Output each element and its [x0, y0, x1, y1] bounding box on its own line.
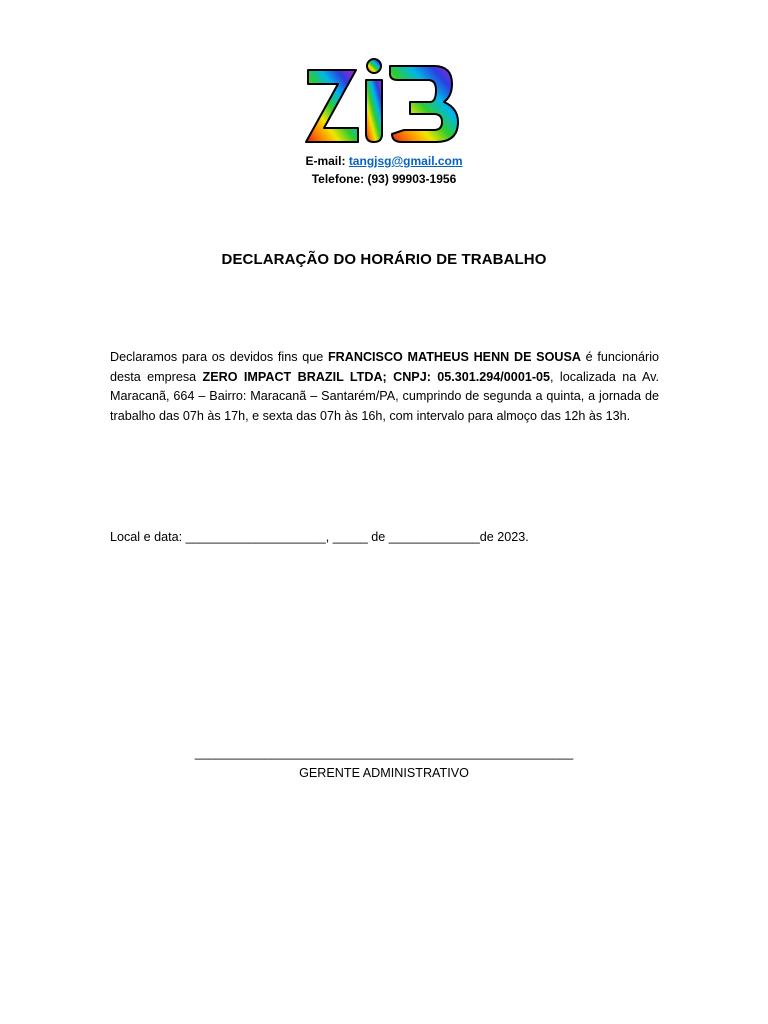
signature-title: GERENTE ADMINISTRATIVO [299, 766, 469, 780]
company-info: ZERO IMPACT BRAZIL LTDA; CNPJ: 05.301.294/0001-05 [202, 369, 551, 384]
contact-phone-line: Telefone: (93) 99903-1956 [311, 172, 457, 186]
body-text-3: , localizada na Av. Maracanã, 664 – Bairro: Maracanã – Santarém/PA, cumprindo de segunda a quinta, a jornada de trabalho das 07h às 17h, e sexta das 07h às 16h, com intervalo para almoço das 12h às 13h. [110, 369, 659, 423]
logo-letter-i-dot [367, 59, 381, 73]
email-label: E-mail: [305, 154, 346, 168]
body-text-1: Declaramos para os devidos fins que [110, 350, 328, 364]
employee-name: FRANCISCO MATHEUS HENN DE SOUSA [327, 350, 581, 364]
body-text-2: é funcionário desta empresa [110, 350, 659, 384]
zib-logo-graphic [302, 56, 462, 148]
document-title: DECLARAÇÃO DO HORÁRIO DE TRABALHO [221, 251, 547, 268]
logo-letter-i-stem [366, 80, 382, 142]
email-link[interactable]: tangjsg@gmail.com [348, 154, 463, 168]
local-date-line: Local e data: ____________________, _____ de _____________de 2023. [110, 530, 529, 544]
company-logo [302, 56, 462, 148]
logo-letter-b [390, 66, 458, 142]
declaration-paragraph [110, 348, 659, 426]
signature-line: ______________________________________________________ [194, 746, 574, 760]
contact-email-line [0, 153, 768, 170]
logo-letter-z [306, 70, 358, 142]
